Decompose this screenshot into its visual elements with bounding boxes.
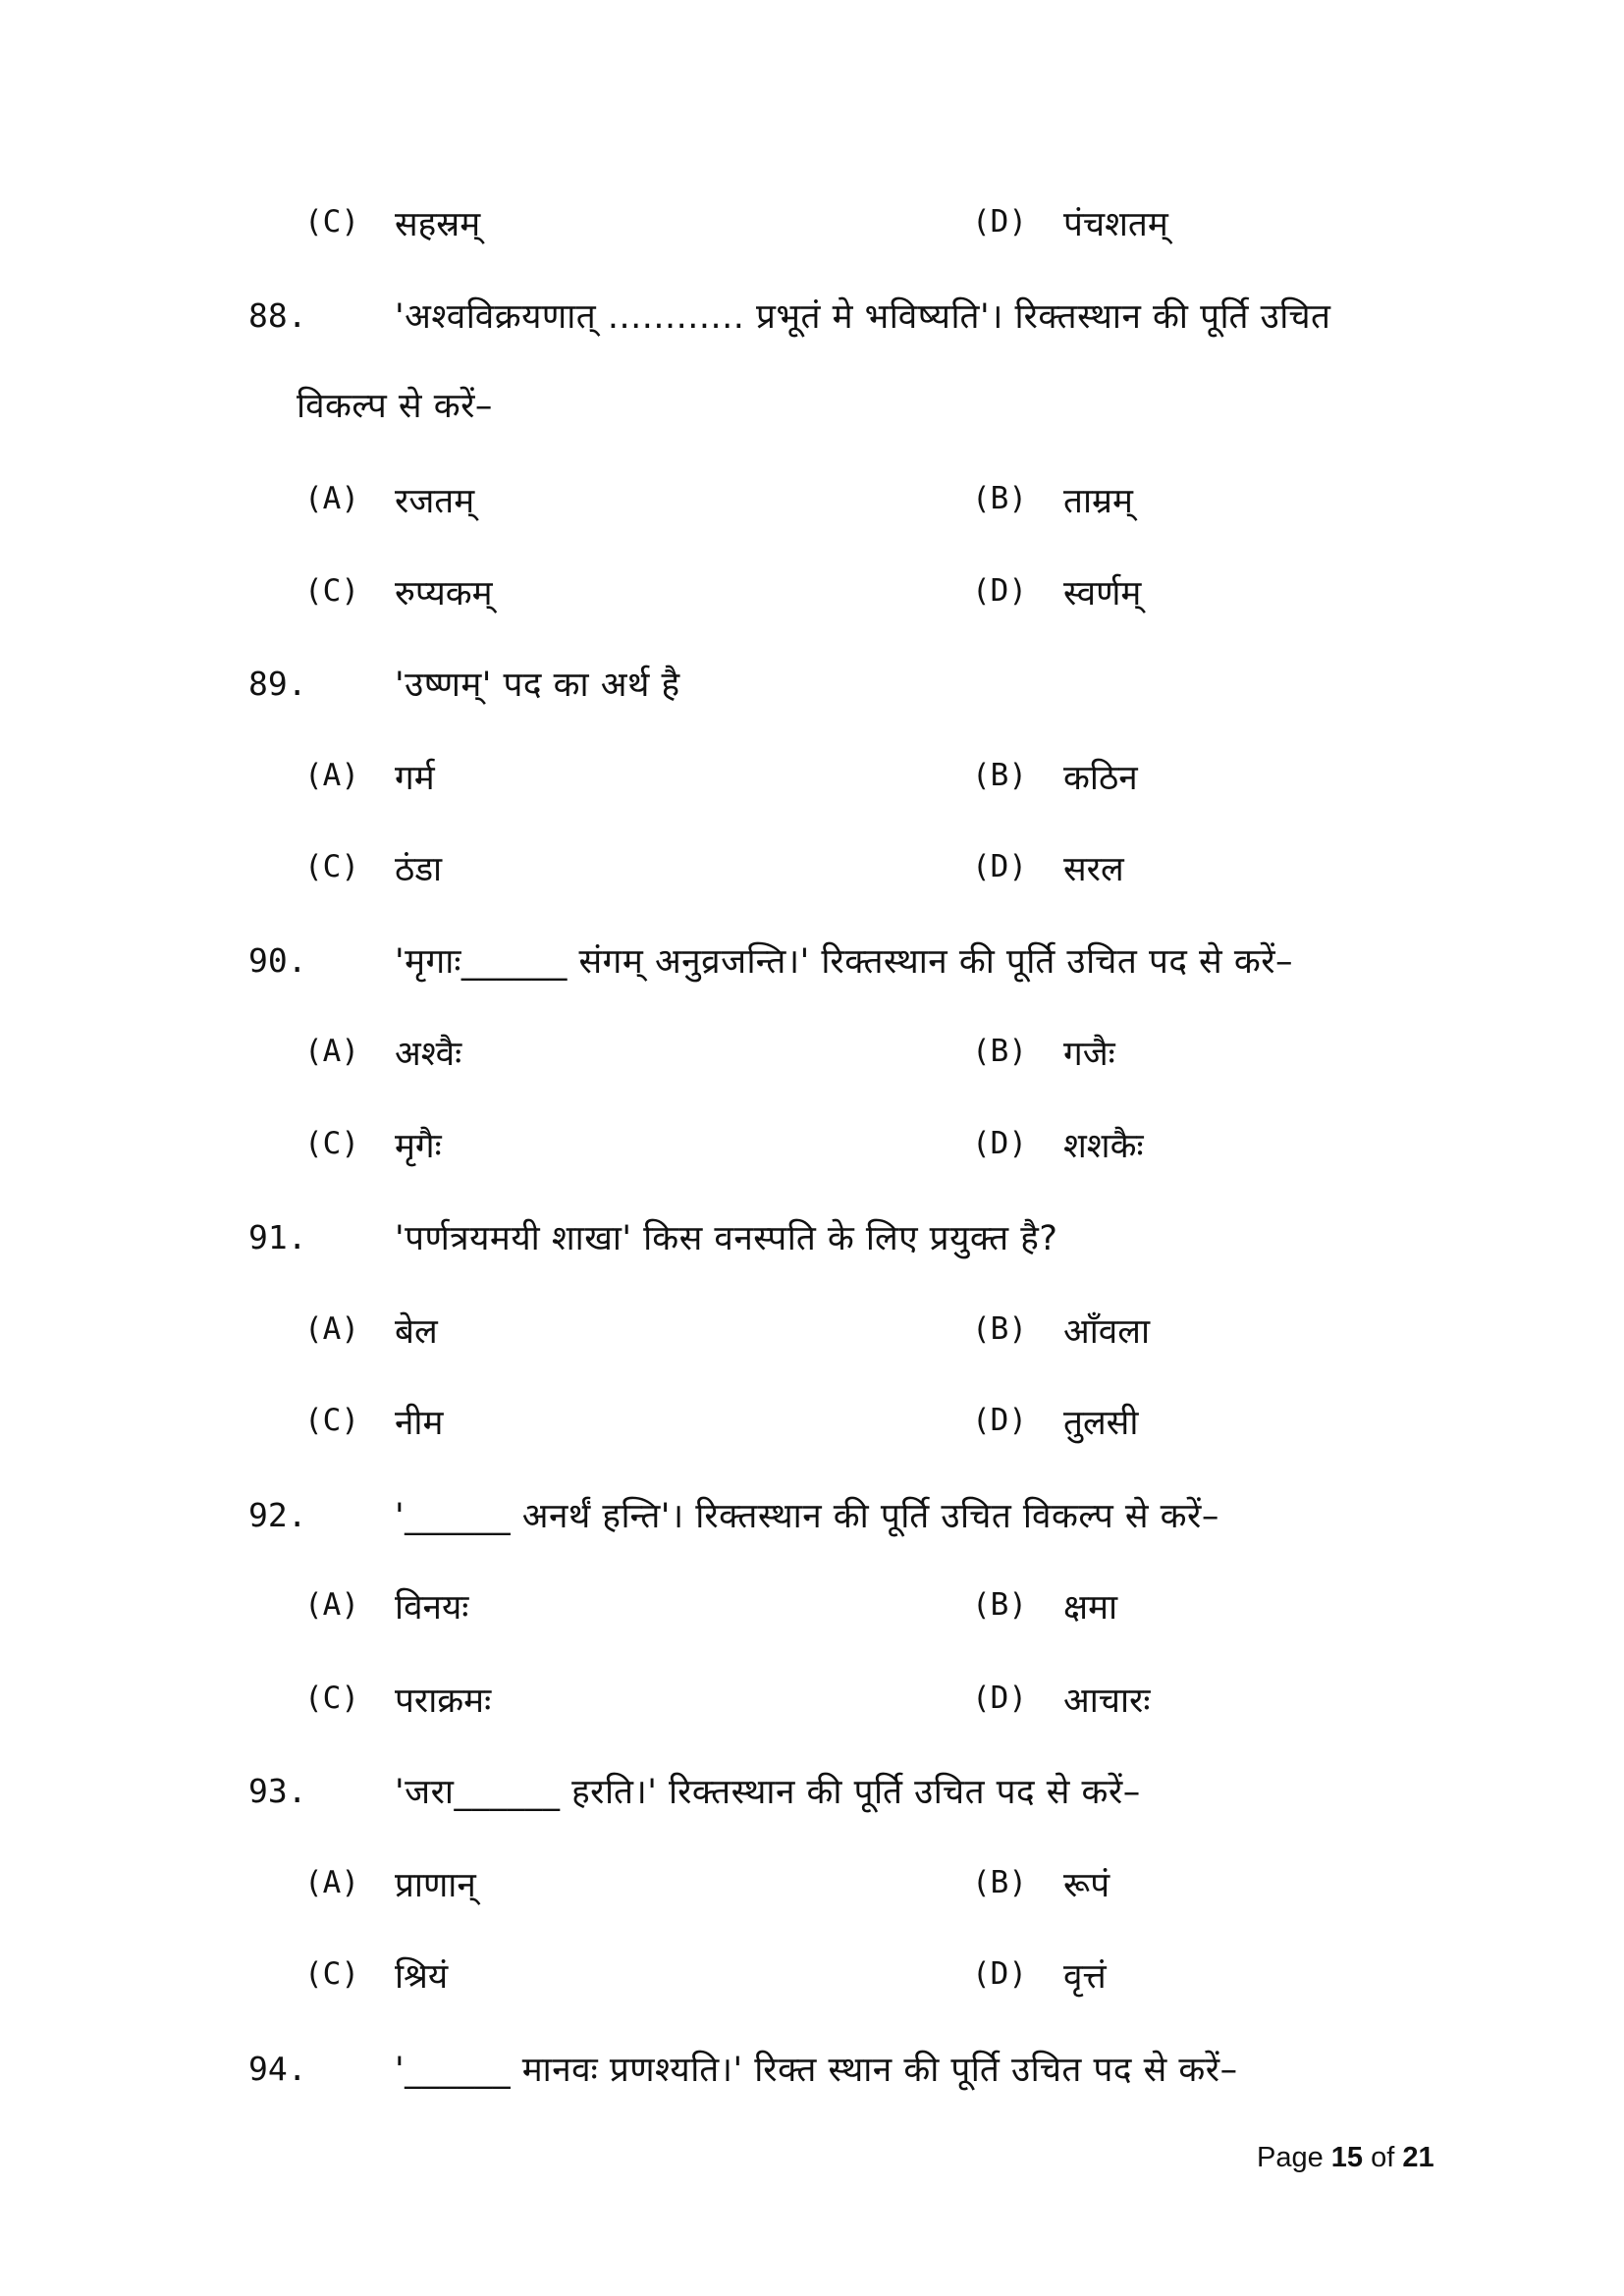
question-text: '______ मानवः प्रणश्यति।' रिक्त स्थान की पूर्ति उचित पद से करें– — [395, 2051, 1238, 2090]
option-text: गर्म — [395, 759, 435, 798]
option-text: स्वर्णम् — [1063, 574, 1142, 614]
current-page: 15 — [1330, 2142, 1364, 2173]
question-88 — [0, 289, 1624, 347]
option-text: सरल — [1063, 850, 1124, 889]
option-label: (A) — [304, 1865, 359, 1900]
option-row — [0, 565, 1624, 624]
question-text: 'अश्वविक्रयणात् ............ प्रभूतं मे भविष्यति'। रिक्तस्थान की पूर्ति उचित — [395, 297, 1331, 337]
option-label: (D) — [972, 204, 1027, 240]
option-row — [0, 1857, 1624, 1916]
option-text: सहस्रम् — [395, 205, 481, 244]
question-89 — [0, 657, 1624, 716]
option-row — [0, 196, 1624, 255]
question-number: 93. — [248, 1772, 307, 1810]
option-label: (B) — [972, 1034, 1027, 1069]
option-row — [0, 1673, 1624, 1732]
option-row — [0, 473, 1624, 532]
option-label: (C) — [304, 204, 359, 240]
option-row — [0, 1949, 1624, 2007]
option-text: श्रियं — [395, 1957, 449, 1997]
option-row — [0, 1118, 1624, 1177]
of-word: of — [1371, 2142, 1395, 2173]
option-text: विनयः — [395, 1588, 469, 1628]
option-label: (D) — [972, 1956, 1027, 1992]
option-label: (B) — [972, 758, 1027, 793]
question-92 — [0, 1488, 1624, 1547]
option-label: (C) — [304, 849, 359, 884]
option-label: (C) — [304, 573, 359, 609]
option-text: कठिन — [1063, 759, 1138, 798]
question-94 — [0, 2042, 1624, 2101]
option-row — [0, 1304, 1624, 1362]
option-label: (C) — [304, 1956, 359, 1992]
question-90 — [0, 934, 1624, 992]
option-text: आँवला — [1063, 1312, 1151, 1352]
option-label: (A) — [304, 758, 359, 793]
option-text: रुप्यकम् — [395, 574, 493, 614]
option-text: मृगैः — [395, 1127, 442, 1166]
option-label: (A) — [304, 1034, 359, 1069]
option-label: (B) — [972, 1865, 1027, 1900]
question-number: 89. — [248, 665, 307, 703]
option-label: (B) — [972, 1587, 1027, 1623]
option-row — [0, 841, 1624, 900]
option-text: अश्वैः — [395, 1035, 462, 1074]
option-row — [0, 1026, 1624, 1085]
question-number: 88. — [248, 296, 307, 335]
option-label: (A) — [304, 481, 359, 516]
option-text: पराक्रमः — [395, 1682, 492, 1721]
option-text: रजतम् — [395, 482, 475, 521]
option-text: प्राणान् — [395, 1866, 476, 1905]
option-label: (C) — [304, 1681, 359, 1716]
option-label: (D) — [972, 1403, 1027, 1438]
option-text: ठंडा — [395, 850, 443, 889]
total-pages: 21 — [1402, 2142, 1435, 2173]
page-number — [1257, 2142, 1435, 2174]
question-text: 'जरा______ हरति।' रिक्तस्थान की पूर्ति उचित पद से करें– — [395, 1773, 1141, 1812]
option-label: (B) — [972, 481, 1027, 516]
question-number: 92. — [248, 1496, 307, 1534]
option-text: गजैः — [1063, 1035, 1115, 1074]
option-label: (A) — [304, 1311, 359, 1347]
question-text: 'उष्णम्' पद का अर्थ है — [395, 666, 680, 705]
question-88-continuation — [0, 378, 1624, 437]
option-label: (A) — [304, 1587, 359, 1623]
option-label: (D) — [972, 849, 1027, 884]
question-text: 'मृगाः______ संगम् अनुव्रजन्ति।' रिक्तस्थान की पूर्ति उचित पद से करें– — [395, 942, 1294, 982]
option-text: तुलसी — [1063, 1404, 1139, 1443]
question-text: 'पर्णत्रयमयी शाखा' किस वनस्पति के लिए प्रयुक्त है? — [395, 1219, 1058, 1258]
question-91 — [0, 1210, 1624, 1269]
option-text: आचारः — [1063, 1682, 1151, 1721]
question-text-continuation: विकल्प से करें– — [297, 387, 493, 426]
option-row — [0, 750, 1624, 809]
option-label: (D) — [972, 573, 1027, 609]
question-number: 94. — [248, 2050, 307, 2088]
question-number: 91. — [248, 1218, 307, 1256]
option-label: (C) — [304, 1403, 359, 1438]
option-label: (D) — [972, 1681, 1027, 1716]
option-label: (B) — [972, 1311, 1027, 1347]
option-label: (C) — [304, 1126, 359, 1161]
question-93 — [0, 1764, 1624, 1823]
option-row — [0, 1579, 1624, 1638]
question-text: '______ अनर्थं हन्ति'। रिक्तस्थान की पूर्ति उचित विकल्प से करें– — [395, 1497, 1219, 1536]
option-text: नीम — [395, 1404, 444, 1443]
option-text: बेल — [395, 1312, 438, 1352]
option-text: रूपं — [1063, 1866, 1110, 1905]
page-word: Page — [1257, 2142, 1324, 2173]
option-text: शशकैः — [1063, 1127, 1144, 1166]
option-text: ताम्रम् — [1063, 482, 1133, 521]
option-row — [0, 1395, 1624, 1454]
option-label: (D) — [972, 1126, 1027, 1161]
option-text: पंचशतम् — [1063, 205, 1168, 244]
option-text: वृत्तं — [1063, 1957, 1107, 1997]
option-text: क्षमा — [1063, 1588, 1118, 1628]
question-number: 90. — [248, 941, 307, 980]
